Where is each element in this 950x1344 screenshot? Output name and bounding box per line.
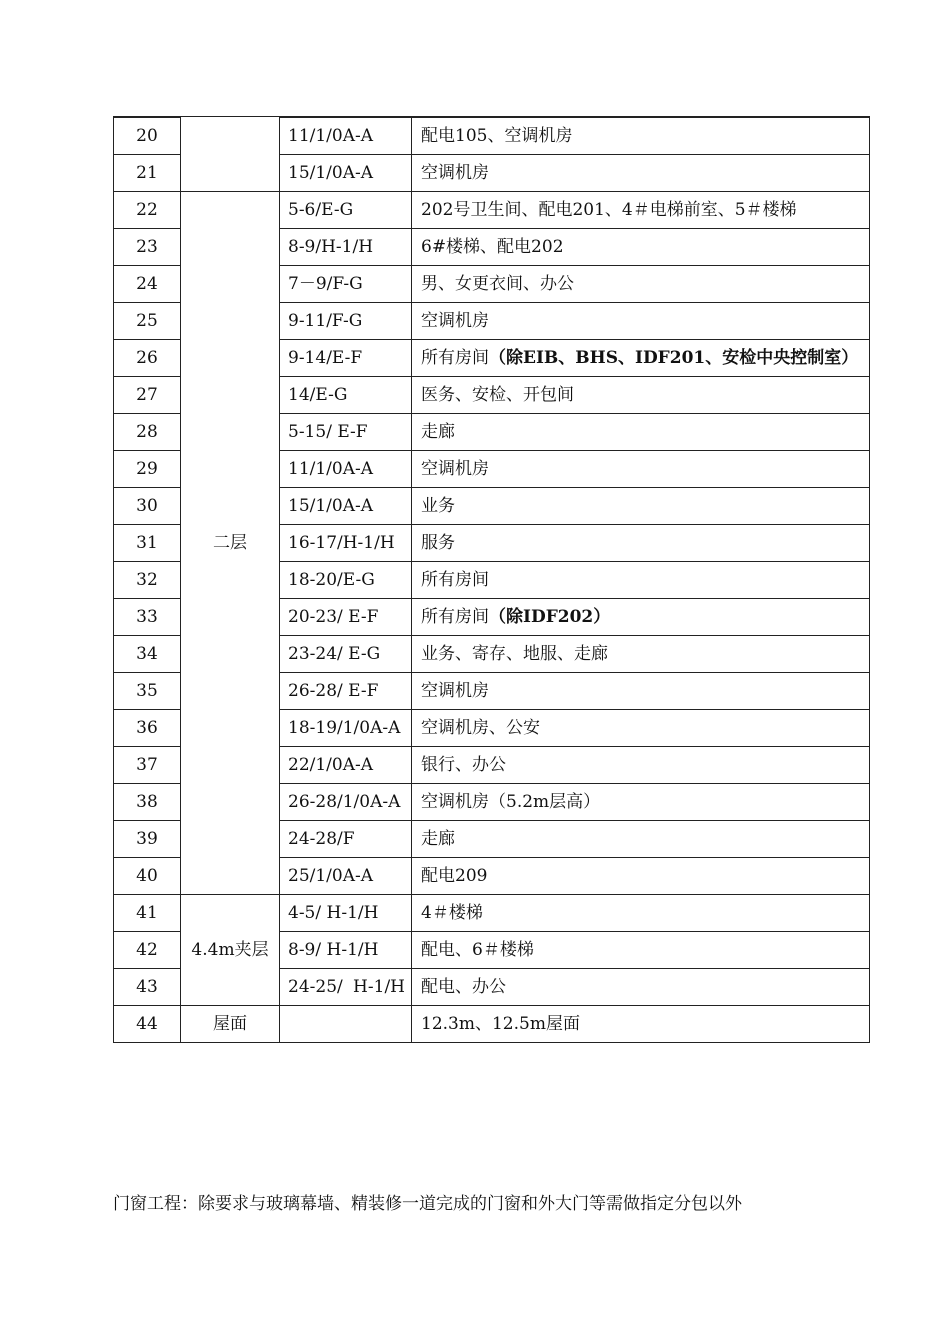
room-text: 所有房间 — [421, 348, 489, 368]
floor-cell-mezzanine: 4.4m夹层 — [181, 895, 280, 1006]
room-cell: 业务、寄存、地服、走廊 — [412, 636, 870, 673]
room-cell: 医务、安检、开包间 — [412, 377, 870, 414]
room-cell: 服务 — [412, 525, 870, 562]
room-exception-text: （除EIB、BHS、IDF201、安检中央控制室） — [489, 348, 859, 368]
room-schedule-table — [113, 116, 870, 1043]
row-number: 36 — [114, 710, 181, 747]
row-number: 23 — [114, 229, 181, 266]
row-number: 29 — [114, 451, 181, 488]
row-number: 28 — [114, 414, 181, 451]
row-number: 35 — [114, 673, 181, 710]
axis-cell: 14/E-G — [280, 377, 412, 414]
room-exception-text: （除IDF202） — [489, 607, 611, 627]
table-row — [114, 1006, 870, 1043]
axis-cell: 11/1/0A-A — [280, 118, 412, 155]
room-cell: 男、女更衣间、办公 — [412, 266, 870, 303]
axis-cell: 26-28/ E-F — [280, 673, 412, 710]
room-cell — [412, 340, 870, 377]
axis-cell: 8-9/ H-1/H — [280, 932, 412, 969]
room-cell: 空调机房 — [412, 673, 870, 710]
row-number: 40 — [114, 858, 181, 895]
room-cell: 配电209 — [412, 858, 870, 895]
table-row — [114, 895, 870, 932]
room-cell: 配电、办公 — [412, 969, 870, 1006]
room-cell: 202号卫生间、配电201、4＃电梯前室、5＃楼梯 — [412, 192, 870, 229]
room-cell: 空调机房 — [412, 451, 870, 488]
row-number: 22 — [114, 192, 181, 229]
room-cell: 走廊 — [412, 414, 870, 451]
room-cell: 所有房间 — [412, 562, 870, 599]
row-number: 34 — [114, 636, 181, 673]
axis-cell: 18-19/1/0A-A — [280, 710, 412, 747]
room-cell: 空调机房、公安 — [412, 710, 870, 747]
axis-cell — [280, 1006, 412, 1043]
table-row — [114, 192, 870, 229]
room-cell: 业务 — [412, 488, 870, 525]
row-number: 44 — [114, 1006, 181, 1043]
floor-cell-roof: 屋面 — [181, 1006, 280, 1043]
row-number: 21 — [114, 155, 181, 192]
axis-cell: 24-25/ H-1/H — [280, 969, 412, 1006]
axis-cell: 9-11/F-G — [280, 303, 412, 340]
row-number: 32 — [114, 562, 181, 599]
axis-cell: 20-23/ E-F — [280, 599, 412, 636]
axis-cell: 25/1/0A-A — [280, 858, 412, 895]
row-number: 24 — [114, 266, 181, 303]
floor-cell-empty — [181, 117, 280, 192]
axis-cell: 5-15/ E-F — [280, 414, 412, 451]
axis-cell: 4-5/ H-1/H — [280, 895, 412, 932]
axis-cell: 8-9/H-1/H — [280, 229, 412, 266]
room-cell: 银行、办公 — [412, 747, 870, 784]
row-number: 25 — [114, 303, 181, 340]
room-cell: 配电105、空调机房 — [412, 118, 870, 155]
footer-paragraph: 门窗工程：除要求与玻璃幕墙、精装修一道完成的门窗和外大门等需做指定分包以外 — [113, 1194, 742, 1214]
row-number: 41 — [114, 895, 181, 932]
room-cell: 空调机房 — [412, 155, 870, 192]
room-text: 所有房间 — [421, 607, 489, 627]
row-number: 38 — [114, 784, 181, 821]
row-number: 20 — [114, 118, 181, 155]
axis-cell: 26-28/1/0A-A — [280, 784, 412, 821]
axis-cell: 7－9/F-G — [280, 266, 412, 303]
axis-cell: 15/1/0A-A — [280, 488, 412, 525]
room-cell: 空调机房（5.2m层高） — [412, 784, 870, 821]
row-number: 27 — [114, 377, 181, 414]
axis-cell: 15/1/0A-A — [280, 155, 412, 192]
axis-cell: 18-20/E-G — [280, 562, 412, 599]
room-cell: 走廊 — [412, 821, 870, 858]
room-cell: 4＃楼梯 — [412, 895, 870, 932]
axis-cell: 24-28/F — [280, 821, 412, 858]
row-number: 37 — [114, 747, 181, 784]
axis-cell: 22/1/0A-A — [280, 747, 412, 784]
row-number: 42 — [114, 932, 181, 969]
floor-cell-second: 二层 — [181, 192, 280, 895]
axis-cell: 11/1/0A-A — [280, 451, 412, 488]
axis-cell: 23-24/ E-G — [280, 636, 412, 673]
room-cell: 空调机房 — [412, 303, 870, 340]
row-number: 39 — [114, 821, 181, 858]
row-number: 33 — [114, 599, 181, 636]
axis-cell: 16-17/H-1/H — [280, 525, 412, 562]
row-number: 26 — [114, 340, 181, 377]
room-cell: 6#楼梯、配电202 — [412, 229, 870, 266]
row-number: 43 — [114, 969, 181, 1006]
axis-cell: 9-14/E-F — [280, 340, 412, 377]
row-number: 31 — [114, 525, 181, 562]
room-cell: 12.3m、12.5m屋面 — [412, 1006, 870, 1043]
room-cell: 配电、6＃楼梯 — [412, 932, 870, 969]
room-cell — [412, 599, 870, 636]
axis-cell: 5-6/E-G — [280, 192, 412, 229]
row-number: 30 — [114, 488, 181, 525]
